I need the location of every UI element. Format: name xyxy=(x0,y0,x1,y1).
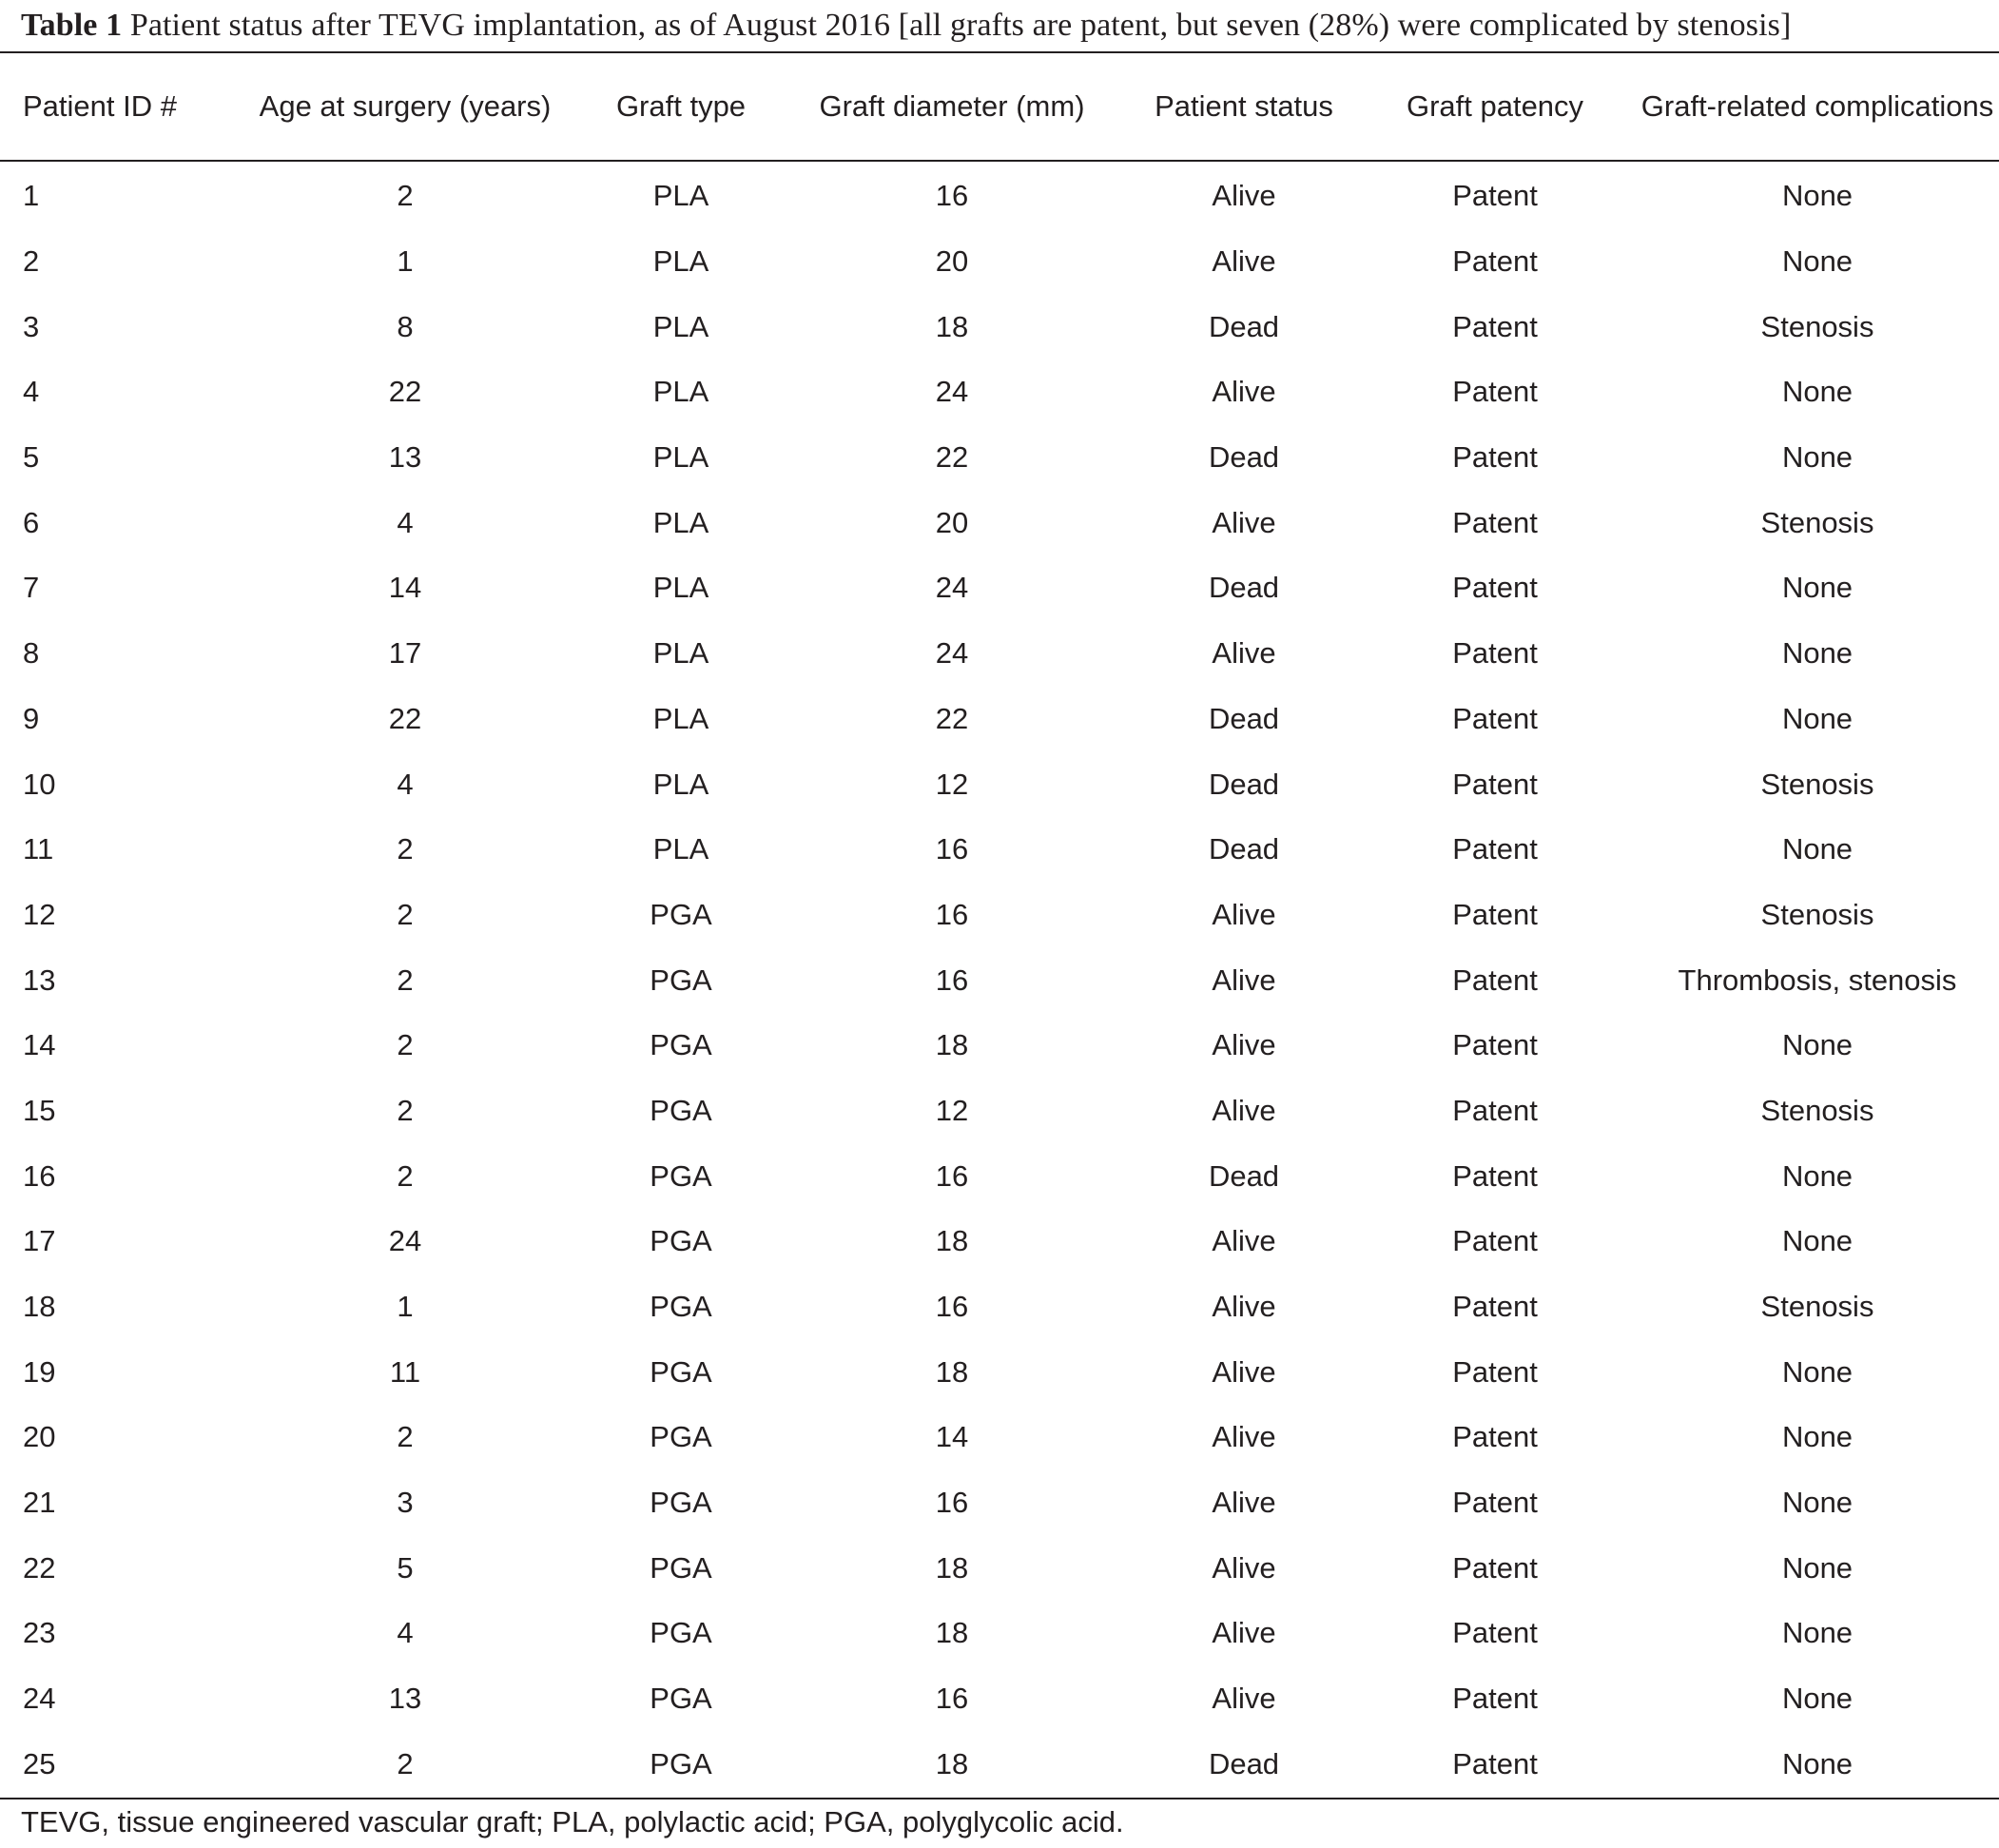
cell-age: 1 xyxy=(397,1290,414,1324)
cell-graft-diameter: 24 xyxy=(935,375,969,409)
cell-complications: Thrombosis, stenosis xyxy=(1678,963,1957,997)
cell-graft-diameter: 18 xyxy=(935,1354,969,1389)
cell-graft-diameter: 12 xyxy=(935,1093,969,1127)
patient-status-table xyxy=(0,53,1999,1797)
cell-patient-id: 20 xyxy=(23,1420,56,1454)
cell-graft-patency: Patent xyxy=(1452,440,1538,475)
cell-graft-type: PGA xyxy=(650,1354,712,1389)
cell-complications: None xyxy=(1781,1224,1853,1258)
cell-complications: None xyxy=(1781,636,1853,671)
cell-patient-status: Dead xyxy=(1208,571,1280,605)
column-header-graft-type: Graft type xyxy=(615,89,747,123)
cell-graft-patency: Patent xyxy=(1452,179,1538,213)
table-body xyxy=(0,160,1999,1797)
cell-age: 4 xyxy=(397,505,414,539)
cell-complications: None xyxy=(1781,1158,1853,1193)
cell-graft-patency: Patent xyxy=(1452,244,1538,279)
cell-patient-id: 2 xyxy=(23,244,40,279)
cell-patient-status: Dead xyxy=(1208,309,1280,343)
cell-patient-status: Dead xyxy=(1208,1746,1280,1780)
cell-patient-status: Alive xyxy=(1212,1028,1276,1062)
cell-graft-type: PGA xyxy=(650,1616,712,1650)
cell-graft-patency: Patent xyxy=(1452,1746,1538,1780)
cell-graft-patency: Patent xyxy=(1452,1682,1538,1716)
cell-patient-status: Alive xyxy=(1212,244,1276,279)
cell-patient-status: Alive xyxy=(1212,505,1276,539)
table-row xyxy=(0,360,1999,425)
cell-graft-diameter: 24 xyxy=(935,636,969,671)
cell-graft-diameter: 22 xyxy=(935,701,969,735)
table-row xyxy=(0,1209,1999,1274)
cell-graft-patency: Patent xyxy=(1452,1224,1538,1258)
cell-age: 3 xyxy=(397,1486,414,1520)
cell-graft-patency: Patent xyxy=(1452,571,1538,605)
table-row xyxy=(0,1143,1999,1209)
cell-graft-diameter: 16 xyxy=(935,963,969,997)
cell-graft-type: PGA xyxy=(650,1093,712,1127)
cell-patient-status: Alive xyxy=(1212,897,1276,931)
cell-graft-type: PGA xyxy=(650,1290,712,1324)
cell-patient-status: Alive xyxy=(1212,1486,1276,1520)
cell-age: 13 xyxy=(388,1682,422,1716)
cell-patient-status: Alive xyxy=(1212,1420,1276,1454)
cell-graft-type: PGA xyxy=(650,1420,712,1454)
cell-complications: Stenosis xyxy=(1760,897,1874,931)
cell-graft-type: PGA xyxy=(650,897,712,931)
table-header-row xyxy=(0,53,1999,160)
cell-patient-status: Dead xyxy=(1208,701,1280,735)
table-row xyxy=(0,947,1999,1013)
cell-complications: Stenosis xyxy=(1760,1290,1874,1324)
table-row xyxy=(0,490,1999,555)
table-row xyxy=(0,621,1999,687)
table-bottom-rule xyxy=(0,1798,1999,1799)
cell-graft-diameter: 16 xyxy=(935,897,969,931)
cell-complications: None xyxy=(1781,375,1853,409)
cell-age: 2 xyxy=(397,179,414,213)
cell-patient-id: 24 xyxy=(23,1682,56,1716)
cell-patient-status: Alive xyxy=(1212,636,1276,671)
cell-age: 2 xyxy=(397,1420,414,1454)
cell-patient-id: 18 xyxy=(23,1290,56,1324)
cell-patient-id: 22 xyxy=(23,1550,56,1585)
cell-graft-patency: Patent xyxy=(1452,1486,1538,1520)
cell-graft-type: PLA xyxy=(652,375,709,409)
table-row xyxy=(0,1470,1999,1536)
cell-age: 17 xyxy=(388,636,422,671)
cell-patient-id: 6 xyxy=(23,505,40,539)
cell-patient-id: 23 xyxy=(23,1616,56,1650)
table-caption-text: Patient status after TEVG implantation, as of August 2016 [all grafts are patent, but seven (28%) were complicated by stenosis] xyxy=(129,8,1792,43)
cell-complications: None xyxy=(1781,1746,1853,1780)
cell-patient-id: 15 xyxy=(23,1093,56,1127)
cell-graft-patency: Patent xyxy=(1452,701,1538,735)
cell-graft-type: PLA xyxy=(652,701,709,735)
table-row xyxy=(0,1732,1999,1798)
cell-complications: None xyxy=(1781,1028,1853,1062)
cell-age: 2 xyxy=(397,1746,414,1780)
cell-complications: None xyxy=(1781,1616,1853,1650)
cell-complications: Stenosis xyxy=(1760,505,1874,539)
cell-patient-id: 1 xyxy=(23,179,40,213)
cell-patient-status: Alive xyxy=(1212,179,1276,213)
cell-graft-type: PLA xyxy=(652,309,709,343)
cell-patient-status: Alive xyxy=(1212,1550,1276,1585)
cell-graft-diameter: 20 xyxy=(935,244,969,279)
cell-complications: Stenosis xyxy=(1760,1093,1874,1127)
cell-graft-patency: Patent xyxy=(1452,1093,1538,1127)
cell-graft-type: PLA xyxy=(652,636,709,671)
cell-age: 2 xyxy=(397,897,414,931)
cell-graft-diameter: 16 xyxy=(935,1486,969,1520)
cell-age: 22 xyxy=(388,375,422,409)
column-header-graft-diameter: Graft diameter (mm) xyxy=(819,89,1085,123)
cell-graft-patency: Patent xyxy=(1452,1616,1538,1650)
table-row xyxy=(0,1013,1999,1079)
cell-graft-diameter: 18 xyxy=(935,1746,969,1780)
cell-graft-diameter: 18 xyxy=(935,1550,969,1585)
cell-graft-patency: Patent xyxy=(1452,1158,1538,1193)
cell-patient-status: Alive xyxy=(1212,1616,1276,1650)
cell-patient-status: Alive xyxy=(1212,1093,1276,1127)
cell-patient-id: 3 xyxy=(23,309,40,343)
table-row xyxy=(0,1079,1999,1144)
cell-age: 2 xyxy=(397,1093,414,1127)
cell-patient-id: 4 xyxy=(23,375,40,409)
table-row xyxy=(0,1405,1999,1470)
table-row xyxy=(0,817,1999,883)
cell-patient-id: 16 xyxy=(23,1158,56,1193)
cell-age: 11 xyxy=(389,1354,421,1389)
cell-graft-diameter: 22 xyxy=(935,440,969,475)
cell-graft-patency: Patent xyxy=(1452,1550,1538,1585)
cell-patient-id: 19 xyxy=(23,1354,56,1389)
cell-graft-diameter: 12 xyxy=(935,767,969,801)
cell-complications: None xyxy=(1781,1486,1853,1520)
cell-graft-patency: Patent xyxy=(1452,505,1538,539)
cell-complications: None xyxy=(1781,832,1853,866)
cell-complications: Stenosis xyxy=(1760,309,1874,343)
cell-complications: None xyxy=(1781,1682,1853,1716)
cell-graft-type: PGA xyxy=(650,1550,712,1585)
cell-graft-type: PLA xyxy=(652,440,709,475)
cell-patient-id: 17 xyxy=(23,1224,56,1258)
cell-patient-id: 21 xyxy=(23,1486,56,1520)
cell-graft-patency: Patent xyxy=(1452,832,1538,866)
table-row xyxy=(0,294,1999,360)
cell-graft-type: PGA xyxy=(650,963,712,997)
cell-patient-status: Alive xyxy=(1212,375,1276,409)
cell-complications: None xyxy=(1781,179,1853,213)
cell-graft-diameter: 18 xyxy=(935,309,969,343)
cell-age: 22 xyxy=(388,701,422,735)
cell-graft-type: PLA xyxy=(652,767,709,801)
cell-complications: None xyxy=(1781,440,1853,475)
cell-graft-patency: Patent xyxy=(1452,636,1538,671)
cell-graft-diameter: 14 xyxy=(935,1420,969,1454)
cell-patient-status: Dead xyxy=(1208,767,1280,801)
cell-age: 4 xyxy=(397,1616,414,1650)
cell-patient-id: 8 xyxy=(23,636,40,671)
cell-patient-status: Alive xyxy=(1212,1224,1276,1258)
table-row xyxy=(0,425,1999,491)
cell-patient-id: 7 xyxy=(23,571,40,605)
cell-complications: None xyxy=(1781,571,1853,605)
cell-patient-status: Alive xyxy=(1212,1290,1276,1324)
cell-graft-diameter: 16 xyxy=(935,1158,969,1193)
table-row xyxy=(0,687,1999,752)
cell-graft-diameter: 18 xyxy=(935,1224,969,1258)
cell-patient-id: 5 xyxy=(23,440,40,475)
cell-age: 1 xyxy=(397,244,414,279)
cell-patient-status: Alive xyxy=(1212,963,1276,997)
column-header-patient-status: Patient status xyxy=(1155,89,1333,123)
cell-graft-type: PLA xyxy=(652,571,709,605)
cell-complications: None xyxy=(1781,1550,1853,1585)
cell-age: 2 xyxy=(397,1028,414,1062)
cell-graft-diameter: 18 xyxy=(935,1028,969,1062)
cell-graft-type: PGA xyxy=(650,1746,712,1780)
cell-graft-diameter: 16 xyxy=(935,832,969,866)
cell-graft-patency: Patent xyxy=(1452,309,1538,343)
cell-graft-diameter: 24 xyxy=(935,571,969,605)
cell-graft-type: PGA xyxy=(650,1028,712,1062)
cell-patient-id: 25 xyxy=(23,1746,56,1780)
cell-patient-status: Dead xyxy=(1208,832,1280,866)
cell-graft-diameter: 16 xyxy=(935,179,969,213)
cell-patient-id: 11 xyxy=(23,832,54,866)
cell-patient-status: Alive xyxy=(1212,1354,1276,1389)
cell-complications: None xyxy=(1781,1420,1853,1454)
cell-patient-status: Alive xyxy=(1212,1682,1276,1716)
cell-graft-patency: Patent xyxy=(1452,897,1538,931)
column-header-graft-complications: Graft-related complications xyxy=(1640,89,1994,123)
cell-graft-diameter: 16 xyxy=(935,1290,969,1324)
table-row xyxy=(0,1666,1999,1732)
cell-graft-type: PLA xyxy=(652,832,709,866)
cell-graft-diameter: 18 xyxy=(935,1616,969,1650)
cell-graft-patency: Patent xyxy=(1452,963,1538,997)
table-row xyxy=(0,160,1999,229)
cell-graft-diameter: 16 xyxy=(935,1682,969,1716)
cell-age: 2 xyxy=(397,1158,414,1193)
cell-complications: None xyxy=(1781,1354,1853,1389)
cell-complications: None xyxy=(1781,244,1853,279)
cell-age: 2 xyxy=(397,832,414,866)
cell-age: 24 xyxy=(388,1224,422,1258)
cell-graft-patency: Patent xyxy=(1452,1290,1538,1324)
cell-patient-id: 12 xyxy=(23,897,56,931)
cell-graft-diameter: 20 xyxy=(935,505,969,539)
cell-graft-type: PGA xyxy=(650,1158,712,1193)
cell-complications: None xyxy=(1781,701,1853,735)
cell-patient-id: 13 xyxy=(23,963,56,997)
cell-graft-type: PGA xyxy=(650,1682,712,1716)
cell-graft-type: PLA xyxy=(652,505,709,539)
cell-graft-patency: Patent xyxy=(1452,1354,1538,1389)
cell-patient-status: Dead xyxy=(1208,1158,1280,1193)
cell-age: 14 xyxy=(388,571,422,605)
table-row xyxy=(0,883,1999,948)
table-caption-label: Table 1 xyxy=(21,8,123,43)
cell-complications: Stenosis xyxy=(1760,767,1874,801)
column-header-patient-id: Patient ID # xyxy=(23,89,177,123)
table-footnote: TEVG, tissue engineered vascular graft; PLA, polylactic acid; PGA, polyglycolic acid. xyxy=(21,1805,1124,1838)
column-header-graft-patency: Graft patency xyxy=(1406,89,1584,123)
table-row xyxy=(0,1601,1999,1666)
cell-patient-id: 10 xyxy=(23,767,56,801)
cell-age: 8 xyxy=(397,309,414,343)
table-row xyxy=(0,751,1999,817)
table-row xyxy=(0,1274,1999,1340)
cell-age: 13 xyxy=(388,440,422,475)
table-row xyxy=(0,229,1999,295)
table-caption xyxy=(21,8,1791,44)
cell-graft-patency: Patent xyxy=(1452,1420,1538,1454)
cell-graft-patency: Patent xyxy=(1452,767,1538,801)
table-row xyxy=(0,1339,1999,1405)
table-row xyxy=(0,1535,1999,1601)
cell-age: 4 xyxy=(397,767,414,801)
cell-patient-status: Dead xyxy=(1208,440,1280,475)
cell-graft-type: PGA xyxy=(650,1486,712,1520)
cell-graft-type: PLA xyxy=(652,244,709,279)
column-header-age-at-surgery: Age at surgery (years) xyxy=(259,89,552,123)
cell-graft-patency: Patent xyxy=(1452,375,1538,409)
cell-patient-id: 14 xyxy=(23,1028,56,1062)
cell-patient-id: 9 xyxy=(23,701,40,735)
cell-graft-patency: Patent xyxy=(1452,1028,1538,1062)
cell-age: 5 xyxy=(397,1550,414,1585)
cell-graft-type: PGA xyxy=(650,1224,712,1258)
cell-graft-type: PLA xyxy=(652,179,709,213)
cell-age: 2 xyxy=(397,963,414,997)
table-row xyxy=(0,555,1999,621)
